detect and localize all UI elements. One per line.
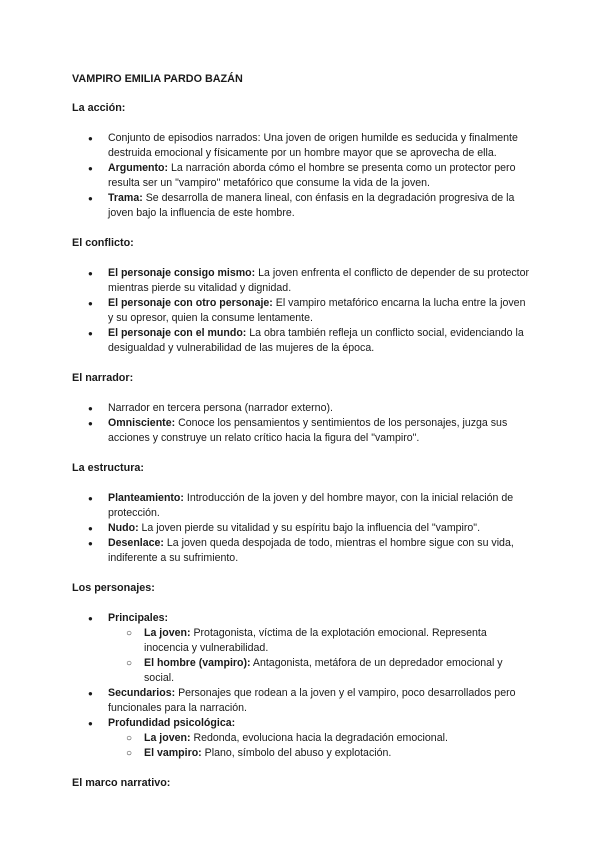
bullet-item: [72, 491, 532, 521]
section-heading: La acción:: [72, 102, 126, 114]
bullet-text: El vampiro metafórico encarna la lucha entre la joven y su opresor, quien la consume lentamente.: [108, 297, 526, 324]
bullet-text: Antagonista, metáfora de un depredador emocional y social.: [144, 657, 503, 684]
bullet-term: Profundidad psicológica:: [108, 717, 236, 729]
bullet-text: Conjunto de episodios narrados: Una joven de origen humilde es seducida y finalmente destruida emocional y físicamente por un hombre mayor que se aprovecha de ella.: [108, 132, 518, 159]
section-heading: La estructura:: [72, 462, 144, 474]
sub-bullet-item: [108, 731, 532, 746]
bullet-term: Secundarios:: [108, 687, 176, 699]
bullet-item: [72, 521, 532, 536]
bullet-term: El vampiro:: [144, 747, 202, 759]
sub-bullet-item: [108, 656, 532, 686]
bullet-list: [72, 401, 532, 446]
section-heading: El marco narrativo:: [72, 777, 171, 789]
bullet-term: Desenlace:: [108, 537, 164, 549]
section-heading: El conflicto:: [72, 237, 134, 249]
bullet-term: Trama:: [108, 192, 143, 204]
section-heading: Los personajes:: [72, 582, 155, 594]
bullet-text: Plano, símbolo del abuso y explotación.: [201, 747, 392, 759]
bullet-item: [72, 416, 532, 446]
bullet-term: Omnisciente:: [108, 417, 176, 429]
bullet-item: [72, 536, 532, 566]
bullet-term: La joven:: [144, 627, 191, 639]
sub-bullet-item: [108, 626, 532, 656]
bullet-term: El personaje con otro personaje:: [108, 297, 273, 309]
bullet-text: La joven enfrenta el conflicto de depender de su protector mientras pierde su vitalidad y dignidad.: [108, 267, 530, 294]
document-content: [72, 72, 532, 806]
bullet-item: [72, 611, 532, 686]
bullet-item: [72, 326, 532, 356]
section-heading: El narrador:: [72, 372, 134, 384]
bullet-item: [72, 716, 532, 761]
bullet-item: [72, 131, 532, 161]
document-title: VAMPIRO EMILIA PARDO BAZÁN: [72, 73, 243, 85]
bullet-term: El hombre (vampiro):: [144, 657, 251, 669]
bullet-term: Principales:: [108, 612, 169, 624]
sections-container: [72, 101, 532, 791]
bullet-text: Protagonista, víctima de la explotación emocional. Representa inocencia y vulnerabilidad.: [144, 627, 487, 654]
bullet-list: [72, 491, 532, 566]
bullet-text: La joven queda despojada de todo, mientras el hombre sigue con su vida, indiferente a su sufrimiento.: [108, 537, 514, 564]
bullet-text: La narración aborda cómo el hombre se presenta como un protector pero resulta ser un "vampiro" metafórico que consume la vida de la joven.: [108, 162, 516, 189]
bullet-text: Narrador en tercera persona (narrador externo).: [108, 402, 333, 414]
sub-bullet-list: [108, 626, 532, 686]
bullet-text: Introducción de la joven y del hombre mayor, con la inicial relación de protección.: [108, 492, 514, 519]
bullet-item: [72, 296, 532, 326]
bullet-term: Nudo:: [108, 522, 139, 534]
bullet-item: [72, 401, 532, 416]
bullet-term: El personaje con el mundo:: [108, 327, 247, 339]
bullet-text: La joven pierde su vitalidad y su espíritu bajo la influencia del "vampiro".: [138, 522, 481, 534]
bullet-term: La joven:: [144, 732, 191, 744]
bullet-text: Redonda, evoluciona hacia la degradación emocional.: [190, 732, 448, 744]
bullet-item: [72, 191, 532, 221]
sub-bullet-item: [108, 746, 532, 761]
sub-bullet-list: [108, 731, 532, 761]
bullet-term: Argumento:: [108, 162, 169, 174]
bullet-item: [72, 266, 532, 296]
bullet-text: Conoce los pensamientos y sentimientos de los personajes, juzga sus acciones y construye un relato crítico hacia la figura del "vampiro".: [108, 417, 508, 444]
bullet-text: Se desarrolla de manera lineal, con énfasis en la degradación progresiva de la joven bajo la influencia de este hombre.: [108, 192, 515, 219]
bullet-item: [72, 686, 532, 716]
bullet-list: [72, 611, 532, 761]
bullet-text: Personajes que rodean a la joven y el vampiro, poco desarrollados pero funcionales para la narración.: [108, 687, 516, 714]
bullet-list: [72, 266, 532, 356]
bullet-text: La obra también refleja un conflicto social, evidenciando la desigualdad y vulnerabilidad de las mujeres de la época.: [108, 327, 524, 354]
bullet-item: [72, 161, 532, 191]
bullet-term: El personaje consigo mismo:: [108, 267, 256, 279]
bullet-term: Planteamiento:: [108, 492, 184, 504]
bullet-list: [72, 131, 532, 221]
